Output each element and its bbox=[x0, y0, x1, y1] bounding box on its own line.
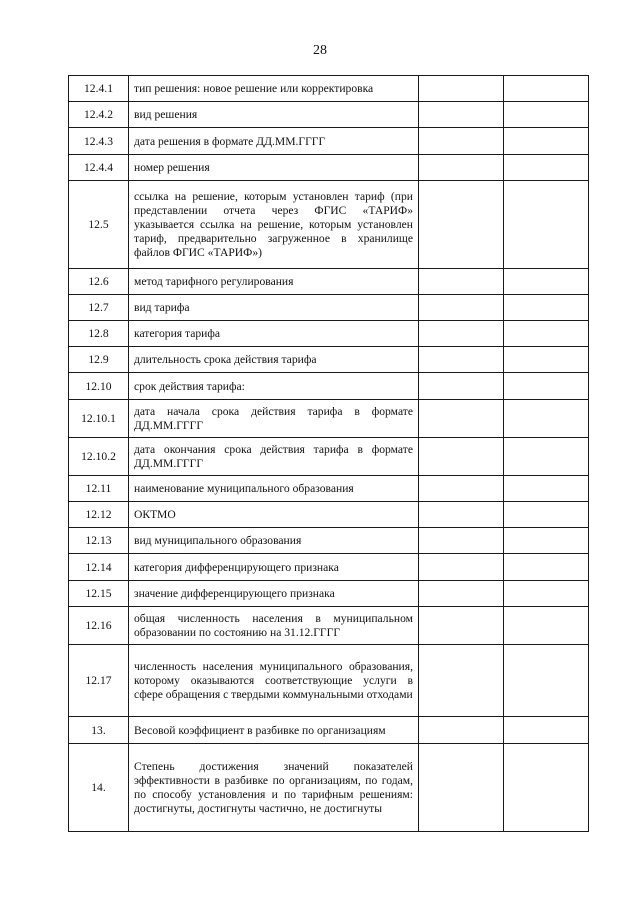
row-value-cell-2 bbox=[504, 554, 589, 581]
row-value-cell-2 bbox=[504, 269, 589, 295]
row-number-cell: 12.10 bbox=[69, 373, 129, 400]
row-value-cell-1 bbox=[419, 581, 504, 607]
row-value-cell-2 bbox=[504, 373, 589, 400]
row-value-cell-2 bbox=[504, 438, 589, 476]
table-row bbox=[69, 607, 589, 645]
row-number-cell: 12.11 bbox=[69, 476, 129, 502]
page-number: 28 bbox=[313, 43, 327, 58]
row-value-cell-1 bbox=[419, 554, 504, 581]
table-row bbox=[69, 645, 589, 717]
row-value-cell-1 bbox=[419, 438, 504, 476]
row-description-cell: вид муниципального образования bbox=[129, 528, 419, 554]
row-value-cell-1 bbox=[419, 76, 504, 102]
row-number-cell: 12.16 bbox=[69, 607, 129, 645]
row-number-cell: 12.6 bbox=[69, 269, 129, 295]
row-value-cell-1 bbox=[419, 607, 504, 645]
row-description-cell: дата начала срока действия тарифа в формате ДД.ММ.ГГГГ bbox=[129, 400, 419, 438]
row-description-cell: значение дифференцирующего признака bbox=[129, 581, 419, 607]
row-value-cell-2 bbox=[504, 581, 589, 607]
row-description-cell: наименование муниципального образования bbox=[129, 476, 419, 502]
row-number-cell: 12.14 bbox=[69, 554, 129, 581]
table-row bbox=[69, 502, 589, 528]
row-number-cell: 12.15 bbox=[69, 581, 129, 607]
table-row bbox=[69, 76, 589, 102]
row-value-cell-1 bbox=[419, 400, 504, 438]
row-value-cell-1 bbox=[419, 155, 504, 181]
row-value-cell-2 bbox=[504, 744, 589, 832]
table-row bbox=[69, 347, 589, 373]
row-description-cell: общая численность населения в муниципальном образовании по состоянию на 31.12.ГГГГ bbox=[129, 607, 419, 645]
table-row bbox=[69, 400, 589, 438]
row-value-cell-1 bbox=[419, 717, 504, 744]
row-number-cell: 12.4.4 bbox=[69, 155, 129, 181]
row-description-cell: дата окончания срока действия тарифа в формате ДД.ММ.ГГГГ bbox=[129, 438, 419, 476]
row-value-cell-1 bbox=[419, 528, 504, 554]
row-value-cell-2 bbox=[504, 645, 589, 717]
row-number-cell: 12.10.2 bbox=[69, 438, 129, 476]
table-row bbox=[69, 102, 589, 128]
row-value-cell-1 bbox=[419, 321, 504, 347]
row-value-cell-1 bbox=[419, 373, 504, 400]
table-row bbox=[69, 155, 589, 181]
row-number-cell: 12.10.1 bbox=[69, 400, 129, 438]
table-row bbox=[69, 128, 589, 155]
row-value-cell-1 bbox=[419, 502, 504, 528]
table-row bbox=[69, 438, 589, 476]
row-value-cell-1 bbox=[419, 269, 504, 295]
row-description-cell: Степень достижения значений показателей эффективности в разбивке по организациям, по годам, по способу установления и по тарифным решениям: достигнуты, достигнуты частично, не достигнуты bbox=[129, 744, 419, 832]
table-row bbox=[69, 581, 589, 607]
row-description-cell: численность населения муниципального образования, которому оказываются соответствующие услуги в сфере обращения с твердыми коммунальными отходами bbox=[129, 645, 419, 717]
row-value-cell-1 bbox=[419, 102, 504, 128]
row-number-cell: 12.4.3 bbox=[69, 128, 129, 155]
row-description-cell: срок действия тарифа: bbox=[129, 373, 419, 400]
row-value-cell-2 bbox=[504, 181, 589, 269]
row-value-cell-2 bbox=[504, 502, 589, 528]
table-row bbox=[69, 373, 589, 400]
row-description-cell: ОКТМО bbox=[129, 502, 419, 528]
table-row bbox=[69, 321, 589, 347]
row-number-cell: 12.13 bbox=[69, 528, 129, 554]
row-description-cell: номер решения bbox=[129, 155, 419, 181]
row-description-cell: тип решения: новое решение или корректировка bbox=[129, 76, 419, 102]
table-row bbox=[69, 181, 589, 269]
table-row bbox=[69, 554, 589, 581]
row-value-cell-2 bbox=[504, 128, 589, 155]
row-number-cell: 12.9 bbox=[69, 347, 129, 373]
row-value-cell-2 bbox=[504, 528, 589, 554]
row-number-cell: 14. bbox=[69, 744, 129, 832]
table-row bbox=[69, 269, 589, 295]
row-value-cell-2 bbox=[504, 102, 589, 128]
row-value-cell-1 bbox=[419, 744, 504, 832]
table-row bbox=[69, 476, 589, 502]
row-description-cell: ссылка на решение, которым установлен тариф (при представлении отчета через ФГИС «ТАРИФ» указывается ссылка на решение, которым установлен тариф, предварительно загруженное в хранилище файлов ФГИС «ТАРИФ») bbox=[129, 181, 419, 269]
row-value-cell-2 bbox=[504, 476, 589, 502]
row-description-cell: длительность срока действия тарифа bbox=[129, 347, 419, 373]
row-number-cell: 12.7 bbox=[69, 295, 129, 321]
row-value-cell-1 bbox=[419, 347, 504, 373]
row-description-cell: категория дифференцирующего признака bbox=[129, 554, 419, 581]
table-row bbox=[69, 528, 589, 554]
row-value-cell-1 bbox=[419, 181, 504, 269]
row-number-cell: 12.17 bbox=[69, 645, 129, 717]
row-number-cell: 12.12 bbox=[69, 502, 129, 528]
row-value-cell-2 bbox=[504, 295, 589, 321]
row-number-cell: 12.4.1 bbox=[69, 76, 129, 102]
row-value-cell-1 bbox=[419, 295, 504, 321]
row-value-cell-2 bbox=[504, 607, 589, 645]
row-value-cell-2 bbox=[504, 400, 589, 438]
row-value-cell-2 bbox=[504, 321, 589, 347]
table-row bbox=[69, 295, 589, 321]
row-description-cell: Весовой коэффициент в разбивке по организациям bbox=[129, 717, 419, 744]
row-value-cell-2 bbox=[504, 76, 589, 102]
row-number-cell: 13. bbox=[69, 717, 129, 744]
row-value-cell-1 bbox=[419, 476, 504, 502]
table-row bbox=[69, 717, 589, 744]
row-value-cell-2 bbox=[504, 347, 589, 373]
row-value-cell-2 bbox=[504, 155, 589, 181]
row-value-cell-1 bbox=[419, 645, 504, 717]
row-description-cell: вид решения bbox=[129, 102, 419, 128]
row-description-cell: метод тарифного регулирования bbox=[129, 269, 419, 295]
row-description-cell: категория тарифа bbox=[129, 321, 419, 347]
table-body bbox=[69, 76, 589, 832]
row-value-cell-1 bbox=[419, 128, 504, 155]
row-value-cell-2 bbox=[504, 717, 589, 744]
table-row bbox=[69, 744, 589, 832]
row-description-cell: дата решения в формате ДД.ММ.ГГГГ bbox=[129, 128, 419, 155]
row-number-cell: 12.4.2 bbox=[69, 102, 129, 128]
row-description-cell: вид тарифа bbox=[129, 295, 419, 321]
indicator-table bbox=[68, 75, 589, 832]
row-number-cell: 12.8 bbox=[69, 321, 129, 347]
row-number-cell: 12.5 bbox=[69, 181, 129, 269]
